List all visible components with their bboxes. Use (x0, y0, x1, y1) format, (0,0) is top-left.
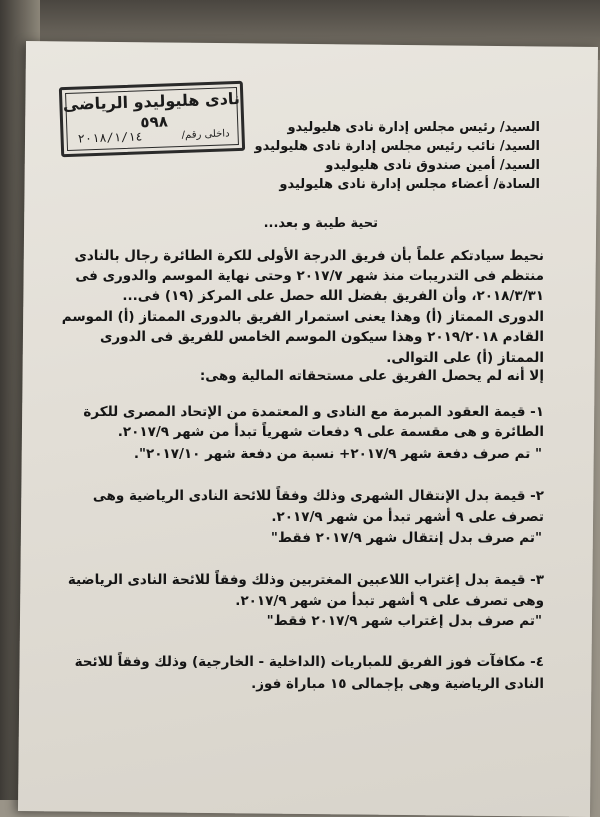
intro-line: منتظم فى التدريبات منذ شهر ٢٠١٧/٧ وحتى نهاية الموسم والدورى فى (75, 268, 544, 284)
intro-line: ٢٠١٨/٣/٣١، وأن الفريق بفضل الله حصل على المركز (١٩) فى... (122, 288, 544, 304)
intro-line: القادم ٢٠١٩/٢٠١٨ وهذا سيكون الموسم الخامس للفريق فى الدورى (99, 329, 544, 345)
stamp-label: داخلى رقم/ (181, 128, 230, 141)
item-2-line: ٢- قيمة بدل الإنتقال الشهرى وذلك وفقاً للائحة النادى الرياضية وهى (92, 488, 544, 504)
stamp-number: ٥٩٨ (140, 112, 169, 132)
addressee-line: السيد/ أمين صندوق نادى هليوليدو (325, 158, 540, 173)
intro-line: الممتاز (أ) على التوالى. (386, 350, 544, 366)
item-2-line: "تم صرف بدل إنتقال شهر ٢٠١٧/٩ فقط" (270, 530, 542, 546)
item-1-line: ١- قيمة العقود المبرمة مع النادى و المعتمدة من الإتحاد المصرى للكرة (83, 404, 544, 420)
item-1-line: " تم صرف دفعة شهر ٢٠١٧/٩+ نسبة من دفعة شهر ٢٠١٧/١٠". (133, 446, 542, 462)
stamp-club-name: نادى هليوليدو الرياضى (62, 88, 241, 115)
addressee-line: السيد/ نائب رئيس مجلس إدارة نادى هليوليدو (254, 139, 540, 154)
intro-line: الدورى الممتاز (أ) وهذا يعنى استمرار الفريق بالدورى الممتاز (أ) الموسم (61, 309, 544, 325)
intro-line: إلا أنه لم يحصل الفريق على مستحقاته المالية وهى: (199, 368, 544, 384)
item-1-line: الطائرة و هى مقسمة على ٩ دفعات شهرياً تبدأ من شهر ٢٠١٧/٩. (117, 424, 544, 440)
item-3-line: وهى تصرف على ٩ أشهر تبدأ من شهر ٢٠١٧/٩. (235, 593, 544, 609)
stamp-date: ٢٠١٨/١/١٤ (77, 129, 143, 146)
greeting: تحية طيبة و بعد... (263, 216, 378, 231)
item-3-line: "تم صرف بدل إغتراب شهر ٢٠١٧/٩ فقط" (266, 613, 542, 629)
item-4-line: النادى الرياضية وهى بإجمالى ١٥ مباراة فوز. (251, 676, 544, 692)
addressee-line: السيد/ رئيس مجلس إدارة نادى هليوليدو (287, 120, 540, 135)
item-2-line: تصرف على ٩ أشهر تبدأ من شهر ٢٠١٧/٩. (271, 509, 544, 525)
item-4-line: ٤- مكافآت فوز الفريق للمباريات (الداخلية - الخارجية) وذلك وفقاً للائحة (74, 654, 544, 670)
intro-line: نحيط سيادتكم علماً بأن فريق الدرجة الأولى للكرة الطائرة رجال بالنادى (74, 248, 544, 264)
item-3-line: ٣- قيمة بدل إغتراب اللاعبين المغتربين وذلك وفقاً للائحة النادى الرياضية (67, 572, 544, 588)
addressee-line: السادة/ أعضاء مجلس إدارة نادى هليوليدو (279, 177, 540, 192)
